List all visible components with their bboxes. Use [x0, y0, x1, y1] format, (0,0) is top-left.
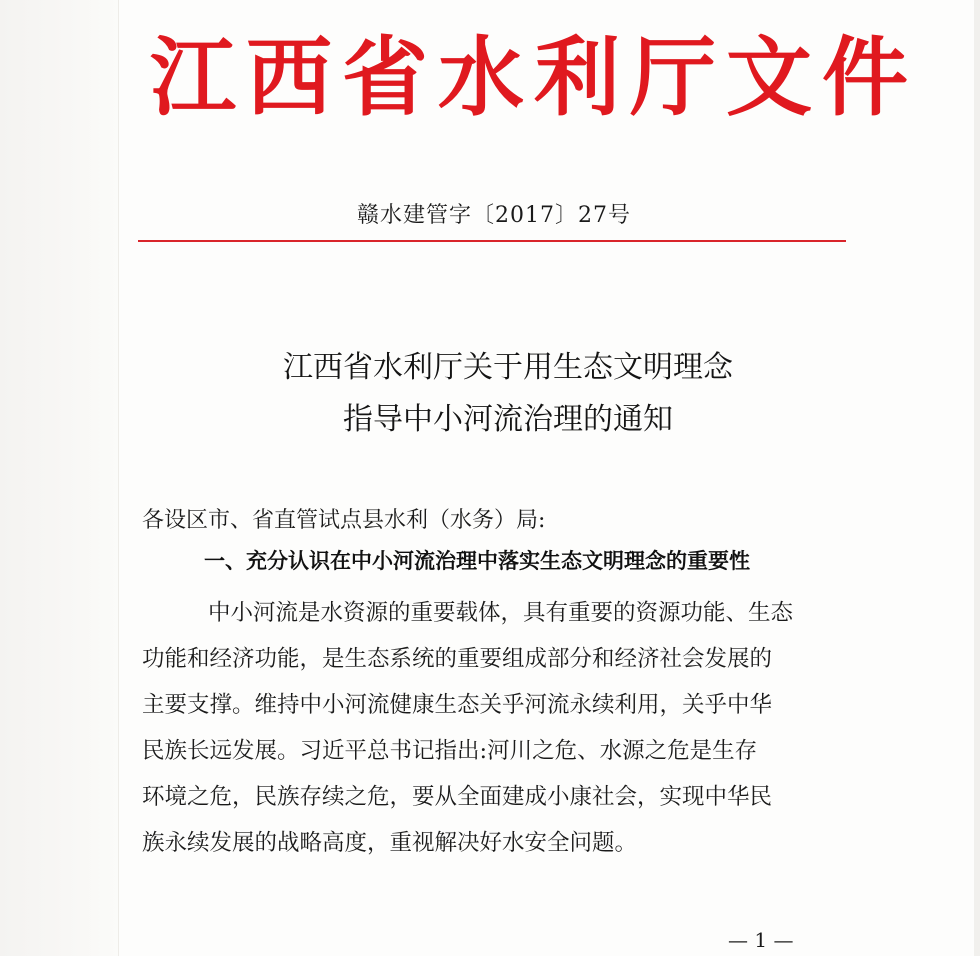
- red-separator-line: [138, 240, 846, 242]
- notice-title-line: 江西省水利厅关于用生态文明理念: [283, 350, 733, 385]
- body-paragraph: [142, 590, 882, 866]
- notice-title-line: 指导中小河流治理的通知: [343, 402, 673, 437]
- body-line: 中小河流是水资源的重要载体，具有重要的资源功能、生态: [208, 600, 794, 626]
- body-line: 环境之危，民族存续之危，要从全面建成小康社会，实现中华民: [142, 784, 773, 810]
- body-line: 主要支撑。维持中小河流健康生态关乎河流永续利用，关乎中华: [142, 692, 773, 718]
- document-number: 赣水建管字〔2017〕27号: [357, 203, 631, 228]
- section-heading: 一、充分认识在中小河流治理中落实生态文明理念的重要性: [204, 549, 750, 573]
- page-margin-strip: [0, 0, 119, 956]
- body-line: 族永续发展的战略高度，重视解决好水安全问题。: [142, 830, 638, 856]
- page-number: — 1 —: [728, 928, 794, 952]
- document-header-title: 江西省水利厅文件: [150, 27, 918, 128]
- notice-title: [138, 342, 878, 446]
- recipient-line: 各设区市、省直管试点县水利（水务）局:: [142, 508, 546, 533]
- body-line: 民族长远发展。习近平总书记指出:河川之危、水源之危是生存: [142, 738, 758, 764]
- page-edge: [974, 0, 980, 956]
- body-line: 功能和经济功能，是生态系统的重要组成部分和经济社会发展的: [142, 646, 773, 672]
